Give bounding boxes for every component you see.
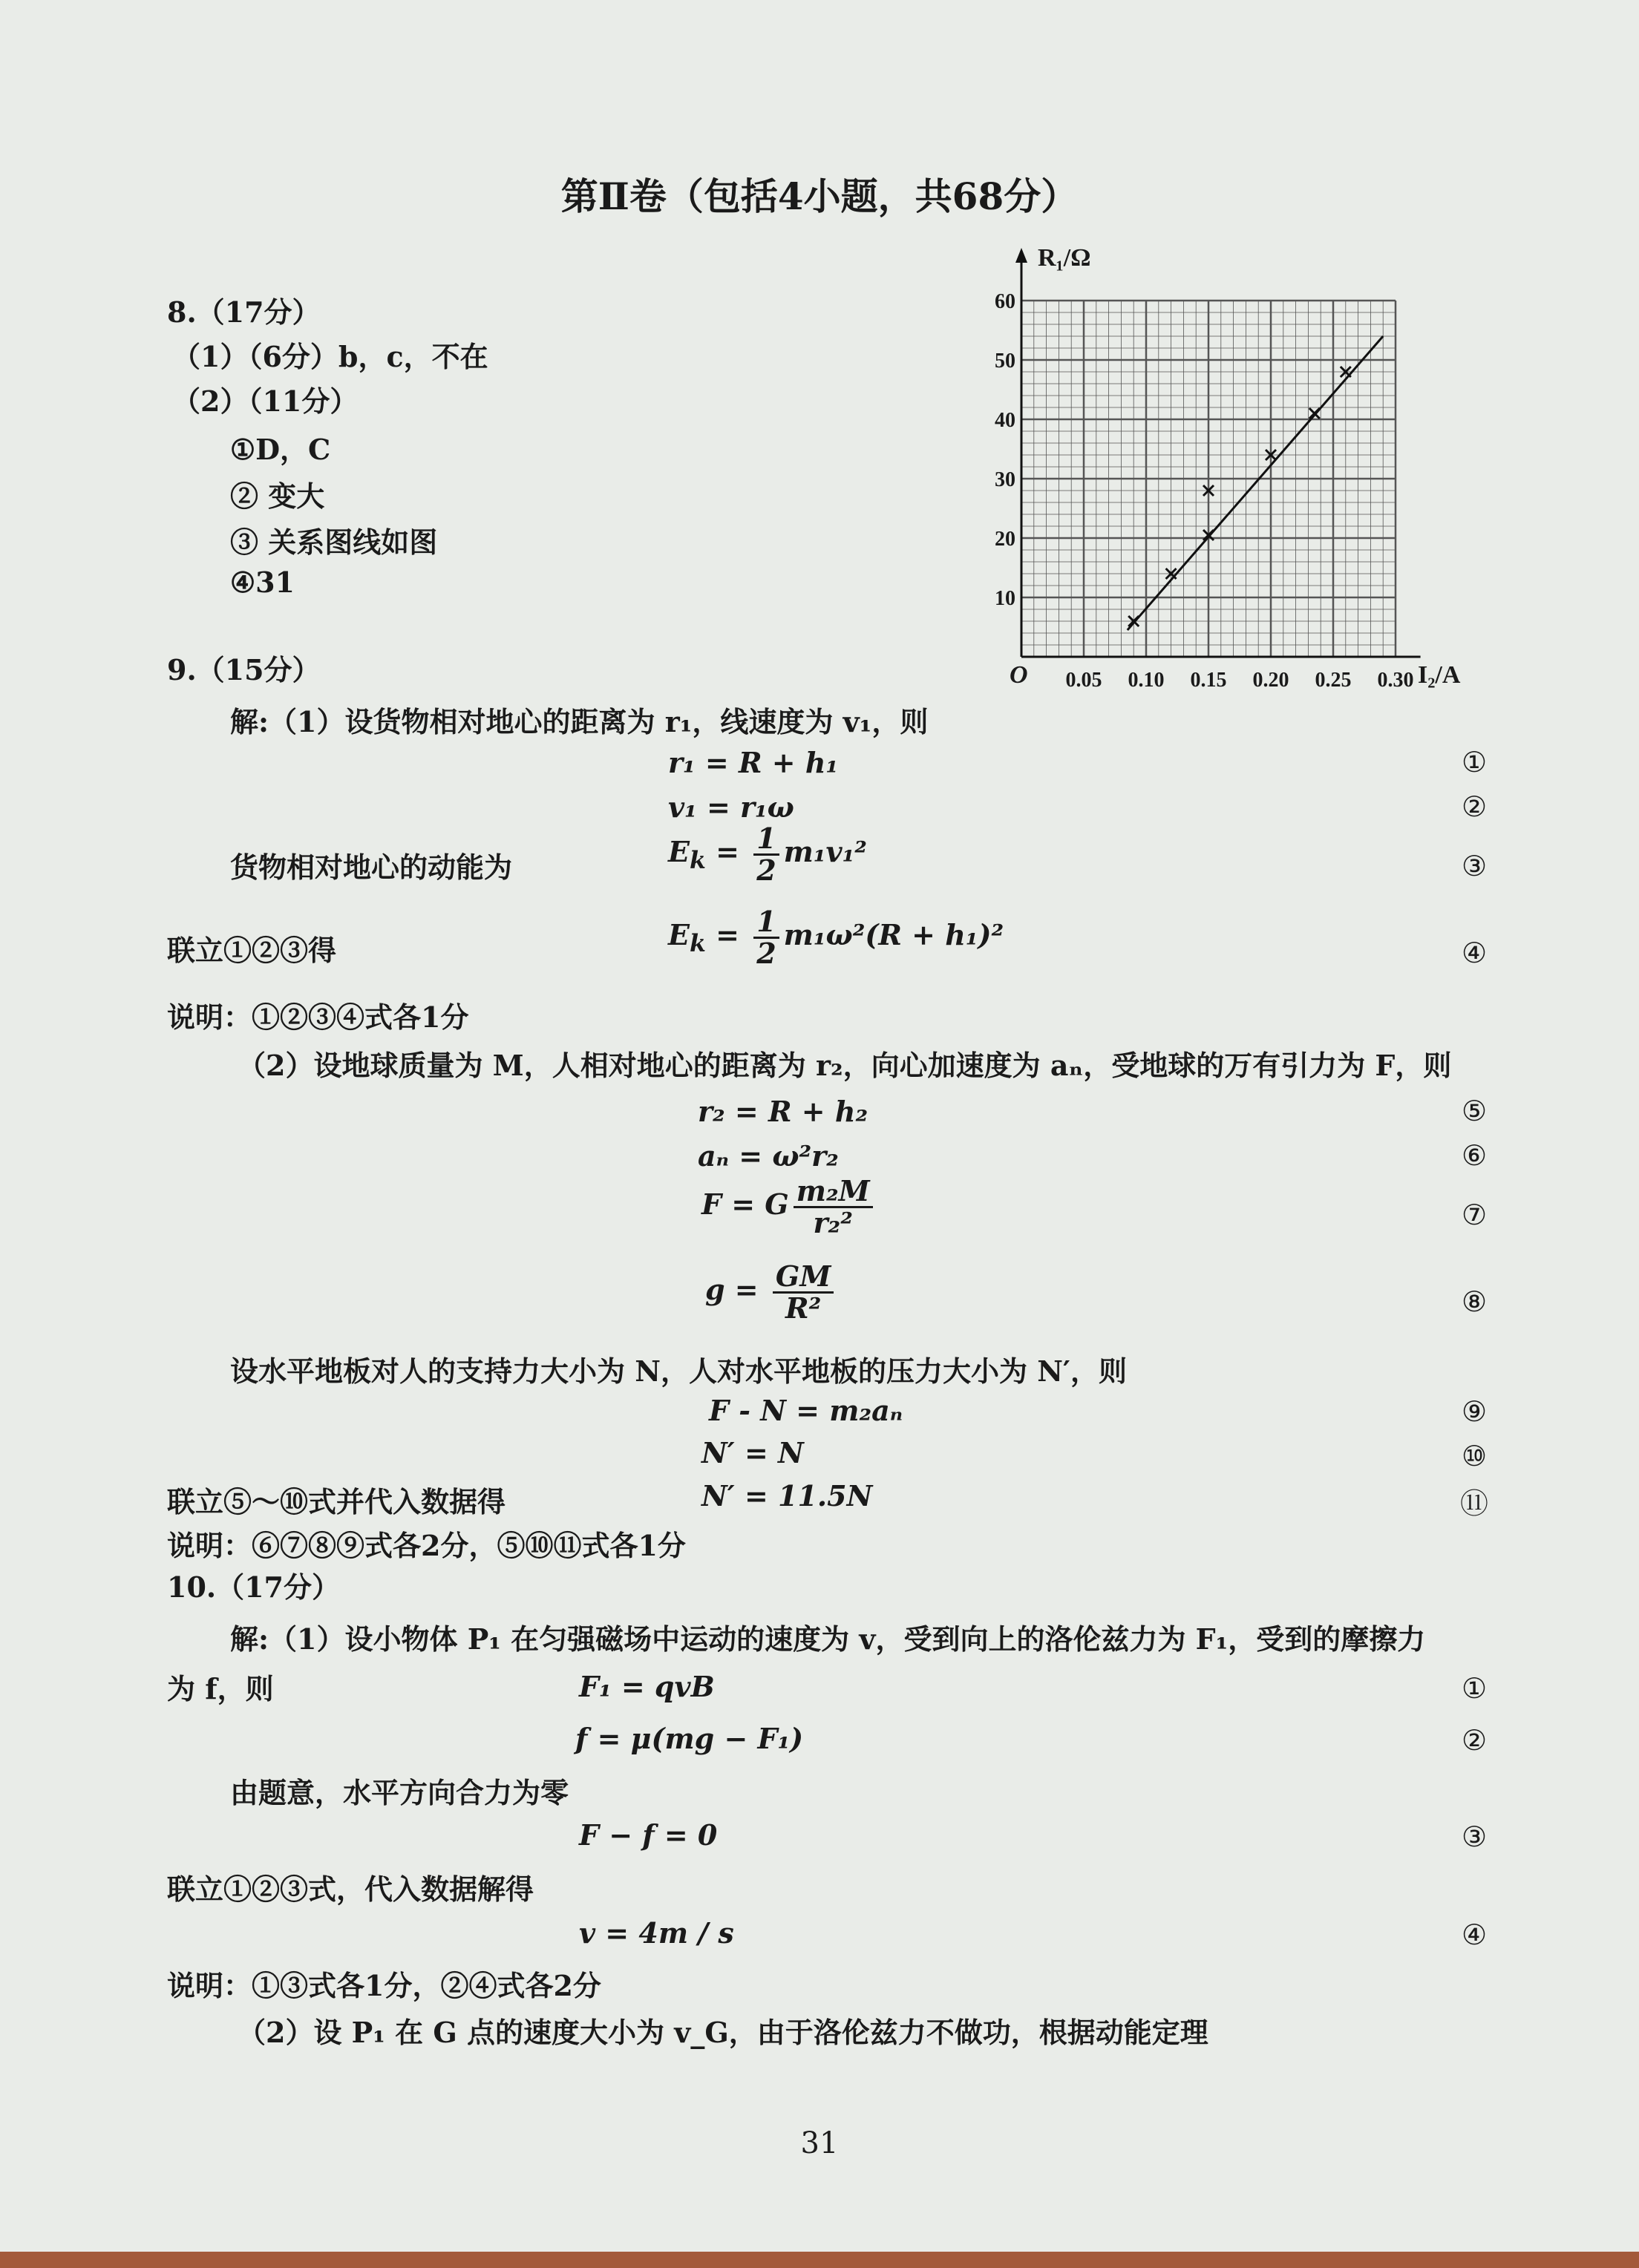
x-tick-label: 0.15	[1190, 669, 1227, 692]
page-number: 31	[800, 2126, 839, 2160]
eq-number-9: ⑨	[1461, 1395, 1488, 1428]
chart-x-label: I₂/A	[1418, 661, 1461, 689]
q9-eq3	[668, 824, 867, 885]
r1-i2-chart	[995, 237, 1485, 698]
q10-part2: （2）设 P₁ 在 G 点的速度大小为 v_G，由于洛伦兹力不做功，根据动能定理	[238, 2016, 1208, 2049]
x-tick-label: 0.20	[1252, 669, 1289, 692]
q10-intro2: 为 f，则	[167, 1672, 274, 1705]
eq3-num: 1	[753, 824, 779, 856]
q10-label4: 联立①②③式，代入数据解得	[167, 1872, 534, 1906]
chart-fit-line	[1128, 336, 1383, 630]
q8-part1: （1）（6分）b，c，不在	[172, 340, 488, 373]
chart-y-label: R₁/Ω	[1038, 244, 1091, 272]
eq3-rhs: m₁v₁²	[783, 834, 867, 868]
q8-item1: ①D，C	[230, 433, 331, 466]
q9-part2: （2）设地球质量为 M，人相对地心的距离为 r₂，向心加速度为 aₙ，受地球的万有引力为 F，则	[238, 1049, 1452, 1082]
eq4-num: 1	[753, 907, 779, 939]
eq3-fraction	[753, 824, 779, 885]
x-tick-label: 0.30	[1377, 669, 1414, 692]
chart-points	[1128, 367, 1351, 626]
q9-eq7	[701, 1176, 877, 1238]
q9-eq4	[668, 907, 1004, 969]
bottom-edge-strip	[0, 2252, 1639, 2268]
eq-number-8: ⑧	[1461, 1285, 1488, 1318]
chart-tick-labels	[995, 290, 1414, 692]
chart-origin-label: O	[1010, 661, 1028, 689]
x-tick-label: 0.05	[1065, 669, 1102, 692]
eq3-lhs: E	[668, 834, 690, 868]
eq-number-6: ⑥	[1461, 1139, 1488, 1172]
eq7-den: r₂²	[813, 1205, 853, 1239]
x-tick-label: 0.10	[1128, 669, 1165, 692]
chart-axes	[1015, 248, 1421, 657]
q10-intro: 解:（1）设小物体 P₁ 在匀强磁场中运动的速度为 v，受到向上的洛伦兹力为 F₁，受到的摩擦力	[230, 1622, 1426, 1656]
q9-note1: 说明：①②③④式各1分	[167, 1000, 469, 1034]
q9-note2: 说明：⑥⑦⑧⑨式各2分，⑤⑩⑪式各1分	[167, 1529, 686, 1562]
y-axis-arrow	[1015, 248, 1027, 263]
q10-label3: 由题意，水平方向合力为零	[230, 1776, 569, 1809]
q8-header: 8.（17分）	[167, 295, 321, 329]
y-tick-label: 50	[995, 350, 1015, 373]
eq7-num: m₂M	[794, 1176, 873, 1208]
q10-eq1: F₁ = qvB	[579, 1670, 715, 1703]
eq-number-3: ③	[1461, 850, 1488, 882]
data-point	[1309, 408, 1320, 419]
eq-number-5: ⑤	[1461, 1095, 1488, 1127]
q9-label11: 联立⑤～⑩式并代入数据得	[167, 1485, 506, 1518]
q9-eq8	[705, 1259, 838, 1325]
y-tick-label: 40	[995, 409, 1015, 432]
q9-eq11: N′ = 11.5N	[701, 1479, 873, 1512]
q9-eq6: aₙ = ω²r₂	[698, 1139, 839, 1173]
eq4-sub: k	[689, 929, 706, 957]
q9-intro: 解:（1）设货物相对地心的距离为 r₁，线速度为 v₁，则	[230, 705, 929, 738]
q9-label3: 货物相对地心的动能为	[230, 850, 513, 884]
eq-number-2: ②	[1461, 790, 1488, 823]
eq4-fraction	[753, 907, 779, 969]
q9-support: 设水平地板对人的支持力大小为 N，人对水平地板的压力大小为 N′，则	[230, 1354, 1127, 1388]
q8-item4: ④31	[230, 566, 295, 599]
eq-number-7: ⑦	[1461, 1199, 1488, 1231]
eq8-lhs: g =	[705, 1272, 768, 1306]
y-tick-label: 20	[995, 528, 1015, 551]
q10-eq2: f = μ(mg − F₁)	[575, 1722, 804, 1755]
eq8-num: GM	[773, 1262, 834, 1294]
eq3-equals: =	[705, 834, 750, 868]
y-tick-label: 30	[995, 468, 1015, 491]
q9-eq2: v₁ = r₁ω	[668, 790, 794, 824]
eq4-equals: =	[705, 917, 750, 951]
q9-header: 9.（15分）	[167, 653, 321, 686]
q8-part2: （2）（11分）	[172, 384, 359, 418]
eq4-lhs: E	[668, 917, 690, 951]
eq4-rhs: m₁ω²(R + h₁)²	[783, 917, 1004, 951]
eq-number-1: ①	[1461, 746, 1488, 779]
section-title: 第Ⅱ卷（包括4小题，共68分）	[560, 174, 1079, 218]
q10-header: 10.（17分）	[167, 1570, 340, 1604]
q9-label4: 联立①②③得	[167, 934, 337, 967]
chart-major-grid	[1021, 301, 1396, 657]
eq8-fraction	[773, 1259, 834, 1325]
q10-eq-number-2: ②	[1461, 1724, 1488, 1757]
x-tick-label: 0.25	[1315, 669, 1352, 692]
y-tick-label: 60	[995, 290, 1015, 313]
q9-eq10: N′ = N	[701, 1436, 804, 1469]
q10-note: 说明：①③式各1分，②④式各2分	[167, 1969, 601, 2002]
q9-eq5: r₂ = R + h₂	[698, 1095, 868, 1128]
y-tick-label: 10	[995, 587, 1015, 610]
eq-number-10: ⑩	[1461, 1440, 1488, 1472]
eq7-lhs: F = G	[701, 1187, 789, 1221]
eq3-den: 2	[756, 853, 776, 887]
q9-eq9: F - N = m₂aₙ	[709, 1394, 903, 1427]
eq7-fraction	[794, 1176, 873, 1238]
fit-line	[1128, 336, 1383, 630]
q10-eq-number-1: ①	[1461, 1672, 1488, 1705]
eq8-den: R²	[785, 1291, 822, 1325]
q10-eq-number-4: ④	[1461, 1918, 1488, 1951]
q9-eq1: r₁ = R + h₁	[668, 746, 839, 779]
q8-item2: ② 变大	[230, 479, 325, 513]
eq-number-4: ④	[1461, 937, 1488, 969]
q10-eq4: v = 4m / s	[579, 1916, 734, 1950]
eq4-den: 2	[756, 936, 776, 970]
q10-eq3: F − f = 0	[579, 1818, 718, 1852]
eq3-sub: k	[689, 846, 706, 874]
eq-number-11: ⑪	[1459, 1487, 1488, 1520]
q10-eq-number-3: ③	[1461, 1820, 1488, 1853]
q8-item3: ③ 关系图线如图	[230, 525, 438, 559]
